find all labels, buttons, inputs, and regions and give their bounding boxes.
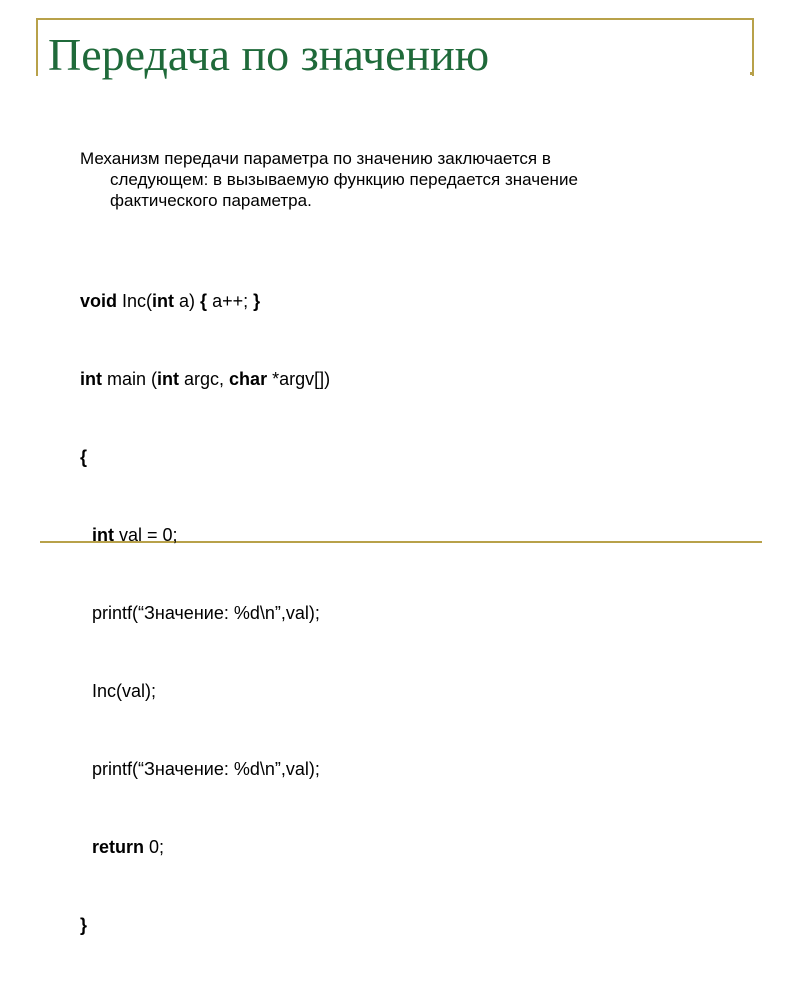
code-text: 0;: [144, 837, 165, 857]
code-keyword: int: [152, 291, 175, 311]
code-text: printf(“Значение: %d\n”,val);: [92, 603, 320, 623]
code-keyword: void: [80, 291, 118, 311]
code-line: [80, 678, 330, 704]
code-text: *argv[]): [267, 369, 331, 389]
code-keyword: char: [229, 369, 268, 389]
code-text: main (: [102, 369, 158, 389]
code-line: [80, 288, 330, 314]
paragraph-line: фактического параметра.: [110, 191, 312, 210]
frame-dot: [750, 72, 753, 75]
code-brace: {: [200, 291, 208, 311]
code-brace: }: [253, 291, 261, 311]
code-line: [80, 756, 330, 782]
code-text: Inc(: [117, 291, 153, 311]
code-text: printf(“Значение: %d\n”,val);: [92, 759, 320, 779]
code-block: [80, 236, 330, 990]
code-line: [80, 444, 330, 470]
frame-right-line: [752, 18, 754, 76]
code-brace: {: [80, 447, 88, 467]
code-text: a): [174, 291, 201, 311]
code-keyword: return: [92, 837, 145, 857]
code-text: argc,: [179, 369, 230, 389]
code-line: [80, 366, 330, 392]
code-text: val = 0;: [114, 525, 178, 545]
frame-left-line: [36, 18, 38, 76]
paragraph-line: следующем: в вызываемую функцию передается значение: [110, 170, 578, 189]
code-keyword: int: [80, 369, 102, 389]
code-line: [80, 522, 330, 548]
slide-title: Передача по значению: [48, 29, 490, 80]
paragraph-line: Механизм передачи параметра по значению заключается в: [80, 149, 551, 168]
code-text: Inc(val);: [92, 681, 157, 701]
code-keyword: int: [92, 525, 114, 545]
code-text: a++;: [207, 291, 254, 311]
frame-top-line: [36, 18, 754, 20]
description-paragraph: [80, 148, 720, 211]
code-keyword: int: [157, 369, 180, 389]
code-line: [80, 600, 330, 626]
code-brace: }: [80, 915, 88, 935]
code-line: [80, 912, 330, 938]
code-line: [80, 834, 330, 860]
